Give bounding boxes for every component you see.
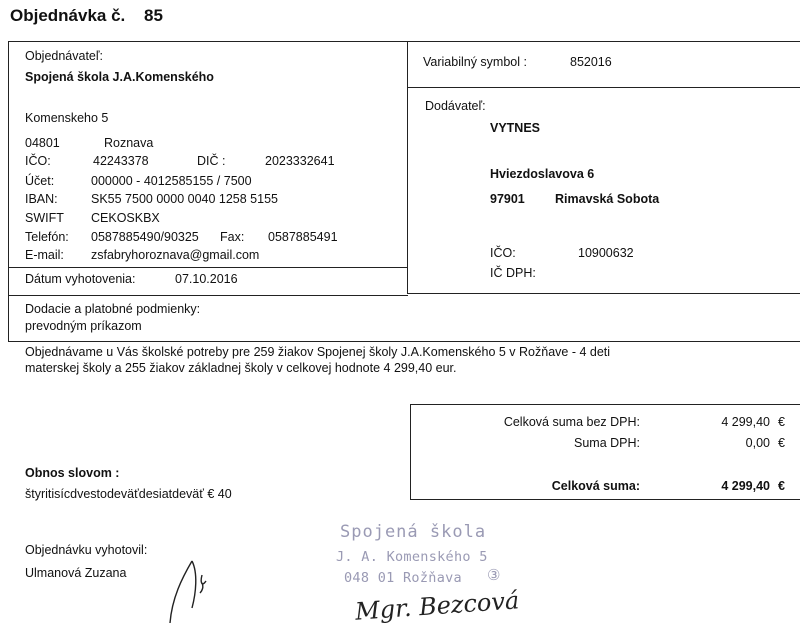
net-value: 4 299,40 (721, 415, 770, 429)
total-value: 4 299,40 (721, 479, 770, 493)
document-title (10, 6, 163, 26)
supplier-name: VYTNES (490, 121, 541, 135)
order-number: 85 (144, 6, 163, 25)
stamp-line3: 048 01 Rožňava (344, 570, 462, 586)
varsym-divider (407, 87, 800, 88)
order-text-line1: Objednávame u Vás školské potreby pre 259 žiakov Spojenej školy J.A.Komenského 5 v Rožňave - 4 deti (25, 345, 611, 359)
buyer-swift: CEKOSKBX (91, 211, 160, 225)
buyer-street: Komenskeho 5 (25, 111, 109, 125)
buyer-ico-label: IČO: (25, 154, 51, 168)
buyer-iban: SK55 7500 0000 0040 1258 5155 (91, 192, 278, 206)
frame-top (8, 41, 800, 42)
supplier-ico-label: IČO: (490, 246, 516, 260)
buyer-email: zsfabryhoroznava@gmail.com (91, 248, 260, 262)
buyer-zip: 04801 (25, 136, 60, 150)
terms-top (8, 295, 408, 296)
supplier-icdph-label: IČ DPH: (490, 266, 536, 280)
total-currency: € (778, 479, 785, 493)
terms-label: Dodacie a platobné podmienky: (25, 302, 201, 316)
buyer-dic: 2023332641 (265, 154, 335, 168)
terms-value: prevodným príkazom (25, 319, 142, 333)
vat-value: 0,00 (745, 436, 770, 450)
buyer-tel-label: Telefón: (25, 230, 69, 244)
order-text-line2: materskej školy a 255 žiakov základnej školy v celkovej hodnote 4 299,40 eur. (25, 361, 457, 375)
issued-by-name: Ulmanová Zuzana (25, 566, 127, 580)
supplier-bottom (407, 293, 800, 294)
buyer-iban-label: IBAN: (25, 192, 58, 206)
buyer-label: Objednávateľ: (25, 49, 104, 63)
buyer-swift-label: SWIFT (25, 211, 64, 225)
supplier-label: Dodávateľ: (425, 99, 486, 113)
stamp-line2: J. A. Komenského 5 (336, 549, 488, 565)
buyer-ico: 42243378 (93, 154, 149, 168)
net-label: Celková suma bez DPH: (503, 415, 640, 429)
initials-scribble (162, 553, 222, 628)
buyer-dic-label: DIČ : (197, 154, 226, 168)
buyer-tel: 0587885490/90325 (91, 230, 199, 244)
buyer-ucet: 000000 - 4012585155 / 7500 (91, 174, 252, 188)
buyer-name: Spojená škola J.A.Komenského (25, 70, 214, 84)
stamp-line1: Spojená škola (340, 522, 487, 542)
terms-bottom (8, 341, 800, 342)
supplier-city: Rimavská Sobota (555, 192, 660, 206)
supplier-zip: 97901 (490, 192, 525, 206)
total-label: Celková suma: (551, 479, 640, 493)
supplier-street: Hviezdoslavova 6 (490, 167, 595, 181)
issue-date-label: Dátum vyhotovenia: (25, 272, 136, 286)
net-currency: € (778, 415, 785, 429)
buyer-fax-label: Fax: (220, 230, 245, 244)
issued-by-label: Objednávku vyhotovil: (25, 543, 148, 557)
frame-left (8, 41, 9, 342)
vat-currency: € (778, 436, 785, 450)
words-label: Obnos slovom : (25, 466, 120, 480)
signature: Mgr. Bezcová (354, 586, 521, 626)
issue-date: 07.10.2016 (175, 272, 238, 286)
title-label: Objednávka č. (10, 6, 126, 25)
date-divider (8, 267, 408, 268)
buyer-supplier-divider (407, 41, 408, 294)
buyer-fax: 0587885491 (268, 230, 338, 244)
buyer-email-label: E-mail: (25, 248, 64, 262)
vat-label: Suma DPH: (574, 436, 640, 450)
stamp-mark: ③ (487, 566, 501, 584)
varsym-value: 852016 (570, 55, 612, 69)
supplier-ico: 10900632 (578, 246, 634, 260)
buyer-ucet-label: Účet: (25, 174, 55, 188)
buyer-city: Roznava (104, 136, 154, 150)
words-value: štyritisícdvestodeväťdesiatdeväť € 40 (25, 487, 232, 501)
varsym-label: Variabilný symbol : (423, 55, 527, 69)
